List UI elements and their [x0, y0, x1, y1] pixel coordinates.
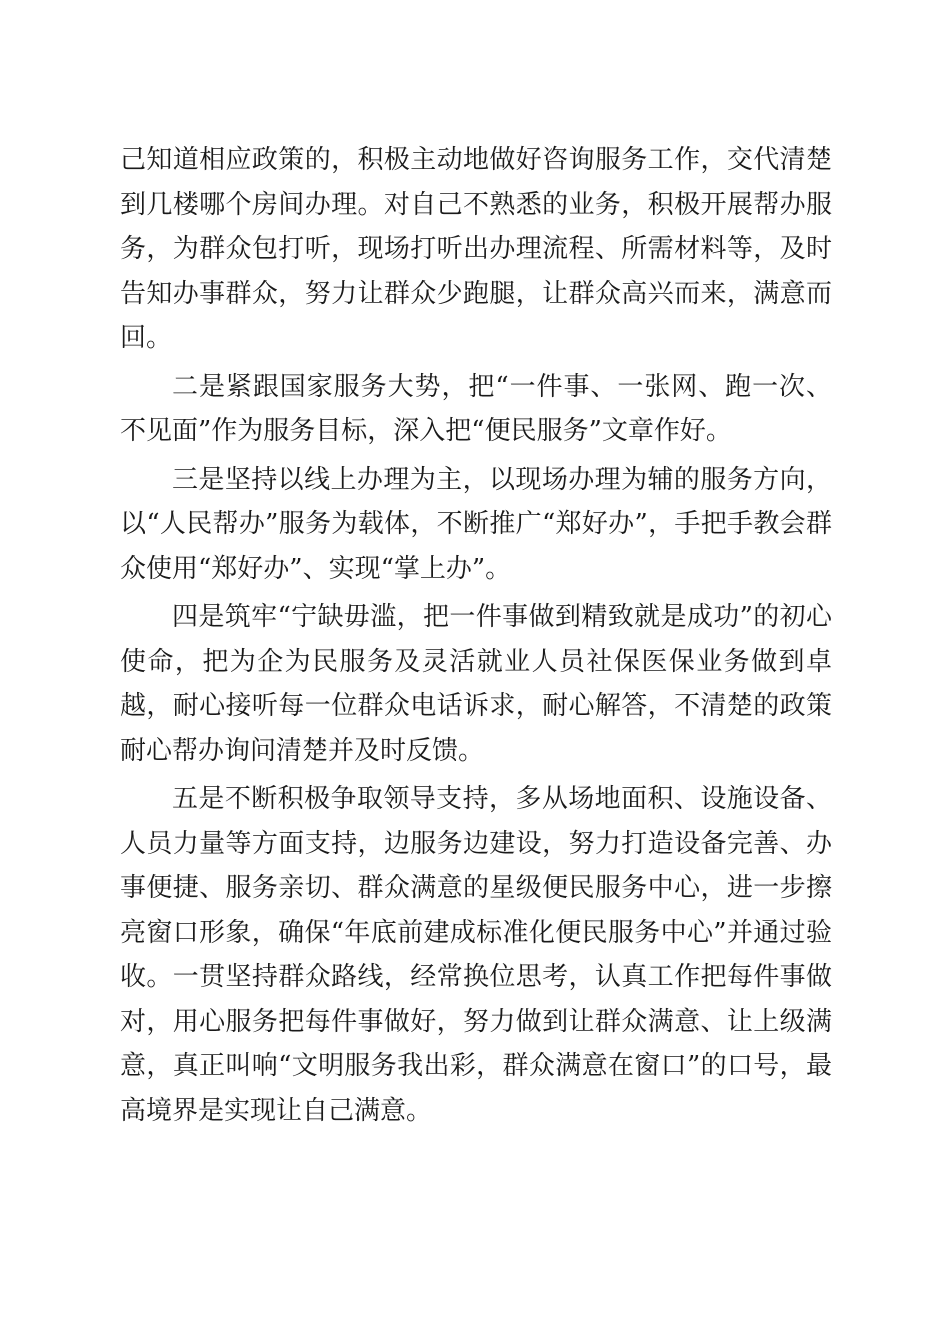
- paragraph-point-four: 四是筑牢“宁缺毋滥，把一件事做到精致就是成功”的初心使命，把为企为民服务及灵活就业人员社保医保业务做到卓越，耐心接听每一位群众电话诉求，耐心解答，不清楚的政策耐心帮办询问清楚并及时反馈。: [120, 602, 832, 766]
- document-body: [120, 138, 832, 1133]
- paragraph-point-two: 二是紧跟国家服务大势，把“一件事、一张网、跑一次、不见面”作为服务目标，深入把“便民服务”文章作好。: [120, 371, 832, 446]
- paragraph-point-five: 五是不断积极争取领导支持，多从场地面积、设施设备、人员力量等方面支持，边服务边建设，努力打造设备完善、办事便捷、服务亲切、群众满意的星级便民服务中心，进一步擦亮窗口形象，确保“年底前建成标准化便民服务中心”并通过验收。一贯坚持群众路线，经常换位思考，认真工作把每件事做对，用心服务把每件事做好，努力做到让群众满意、让上级满意，真正叫响“文明服务我出彩，群众满意在窗口”的口号，最高境界是实现让自己满意。: [120, 784, 832, 1126]
- paragraph-point-three: 三是坚持以线上办理为主，以现场办理为辅的服务方向，以“人民帮办”服务为载体，不断推广“郑好办”，手把手教会群众使用“郑好办”、实现“掌上办”。: [120, 464, 832, 584]
- paragraph-continuation: 己知道相应政策的，积极主动地做好咨询服务工作，交代清楚到几楼哪个房间办理。对自己不熟悉的业务，积极开展帮办服务，为群众包打听，现场打听出办理流程、所需材料等，及时告知办事群众，努力让群众少跑腿，让群众高兴而来，满意而回。: [120, 145, 832, 353]
